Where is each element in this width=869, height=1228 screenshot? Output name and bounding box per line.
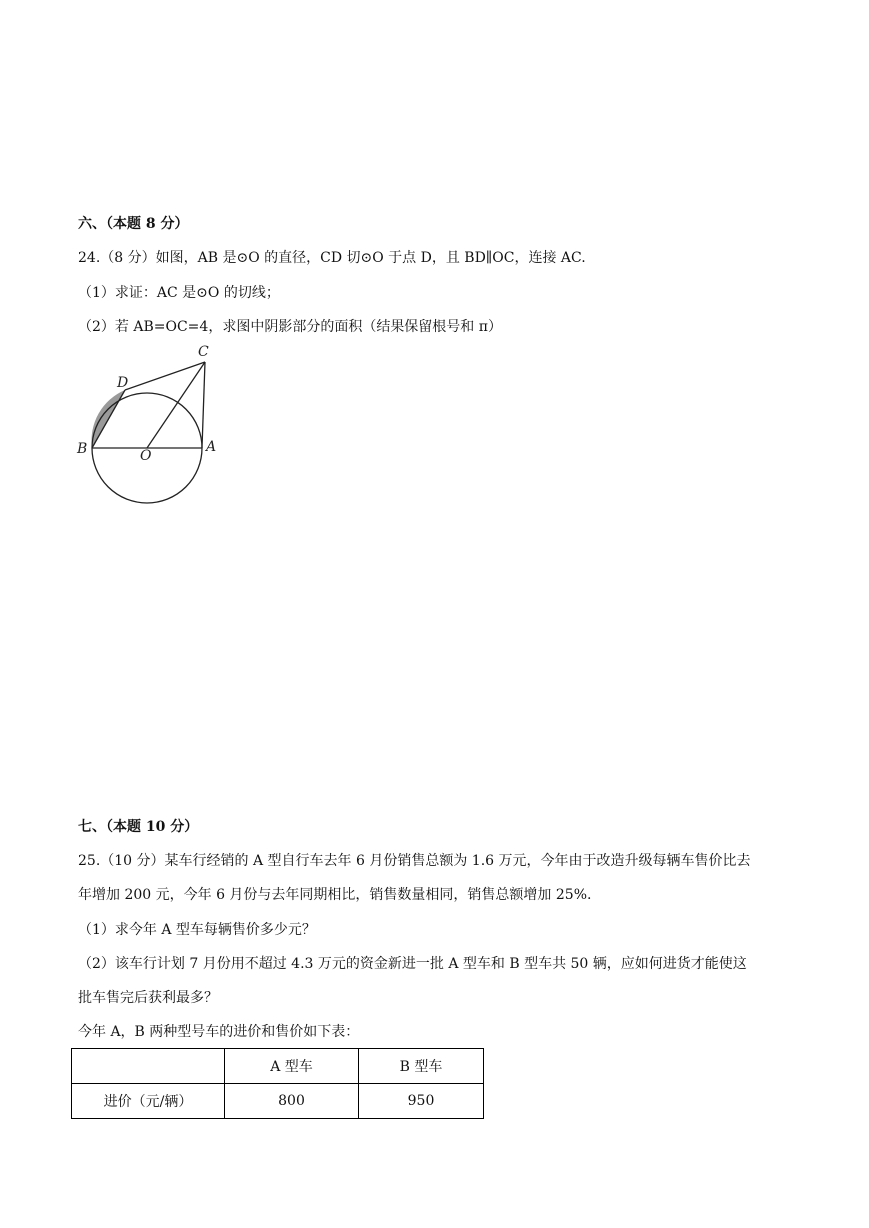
question-25-part-2-line-2: 批车售完后获利最多？: [78, 990, 218, 1006]
table-header-cell: B 型车: [359, 1049, 484, 1084]
table-intro: 今年 A，B 两种型号车的进价和售价如下表：: [78, 1024, 360, 1040]
label-c: C: [198, 344, 209, 360]
question-25-part-1: （1）求今年 A 型车每辆售价多少元？: [78, 922, 316, 938]
table-header-cell: A 型车: [225, 1049, 359, 1084]
table-header-row: [72, 1049, 484, 1084]
question-24-part-2: （2）若 AB=OC=4，求图中阴影部分的面积（结果保留根号和 π）: [78, 319, 502, 335]
geometry-figure: [74, 340, 224, 505]
price-table: [71, 1048, 484, 1119]
label-a: A: [206, 439, 217, 455]
section-7-heading: 七、（本题 10 分）: [78, 819, 199, 835]
label-d: D: [117, 375, 129, 391]
segment-oc: [147, 362, 205, 448]
table-cell: 800: [225, 1084, 359, 1119]
table-cell: 进价（元/辆）: [72, 1084, 225, 1119]
question-25-line-2: 年增加 200 元，今年 6 月份与去年同期相比，销售数量相同，销售总额增加 25%.: [78, 887, 592, 903]
tangent-dc: [125, 362, 205, 390]
question-25-line-1: 25.（10 分）某车行经销的 A 型自行车去年 6 月份销售总额为 1.6 万元，今年由于改造升级每辆车售价比去: [78, 853, 751, 869]
question-24-part-1: （1）求证：AC 是⊙O 的切线；: [78, 285, 280, 301]
label-b: B: [77, 441, 88, 457]
segment-ca: [202, 362, 205, 448]
label-o: O: [140, 448, 152, 464]
question-24-stem: 24.（8 分）如图，AB 是⊙O 的直径，CD 切⊙O 于点 D，且 BD∥OC，连接 AC.: [78, 250, 586, 266]
table-cell: 950: [359, 1084, 484, 1119]
section-6-heading: 六、（本题 8 分）: [78, 216, 189, 232]
table-header-cell: [72, 1049, 225, 1084]
question-25-part-2-line-1: （2）该车行计划 7 月份用不超过 4.3 万元的资金新进一批 A 型车和 B 型车共 50 辆，应如何进货才能使这: [78, 956, 747, 972]
table-row: [72, 1084, 484, 1119]
